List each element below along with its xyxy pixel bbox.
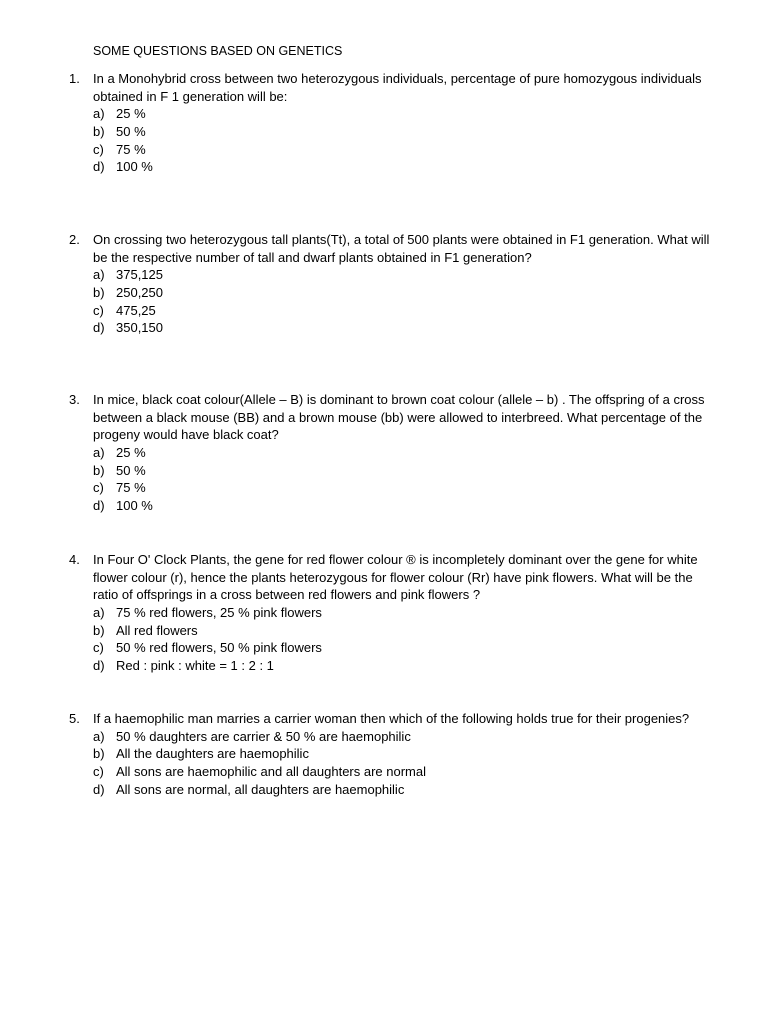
option-letter: c) (93, 302, 104, 318)
question-text: flower colour (r), hence the plants heterozygous for flower colour (Rr) have pink flowers. What will be the (93, 569, 693, 585)
question-number: 5. (69, 711, 80, 726)
answer-option (0, 123, 768, 141)
option-text: 50 % red flowers, 50 % pink flowers (116, 640, 322, 656)
option-text: 50 % daughters are carrier & 50 % are haemophilic (116, 728, 411, 744)
answer-option (0, 284, 768, 302)
answer-option (0, 479, 768, 497)
question-text: obtained in F 1 generation will be: (93, 88, 288, 104)
option-letter: b) (93, 746, 105, 762)
answer-option (0, 302, 768, 320)
option-letter: a) (93, 728, 105, 744)
option-text: 100 % (116, 159, 153, 175)
question-text: In mice, black coat colour(Allele – B) is dominant to brown coat colour (allele – b) . The offspring of a cross (93, 392, 705, 407)
option-text: 25 % (116, 445, 146, 461)
answer-option (0, 622, 768, 640)
option-letter: d) (93, 658, 105, 674)
option-text: All the daughters are haemophilic (116, 746, 309, 762)
option-text: All sons are haemophilic and all daughters are normal (116, 764, 427, 780)
question-number: 1. (69, 71, 80, 86)
question-text: If a haemophilic man marries a carrier woman then which of the following holds true for their progenies? (93, 711, 690, 726)
question-3 (0, 391, 768, 515)
option-letter: b) (93, 462, 105, 478)
option-text: 75 % red flowers, 25 % pink flowers (116, 605, 322, 621)
answer-option (0, 266, 768, 284)
question-text: On crossing two heterozygous tall plants(Tt), a total of 500 plants were obtained in F1 generation. What will (93, 232, 710, 247)
option-text: 75 % (116, 141, 146, 157)
option-text: 250,250 (116, 285, 163, 301)
answer-option (0, 639, 768, 657)
option-letter: a) (93, 605, 105, 621)
option-letter: a) (93, 267, 105, 283)
option-letter: c) (93, 640, 104, 656)
option-text: 75 % (116, 480, 146, 496)
question-number: 3. (69, 392, 80, 407)
answer-option (0, 444, 768, 462)
option-letter: c) (93, 480, 104, 496)
answer-option (0, 763, 768, 781)
option-text: All red flowers (116, 622, 198, 638)
option-text: 100 % (116, 498, 153, 514)
option-letter: d) (93, 320, 105, 336)
option-letter: d) (93, 498, 105, 514)
option-letter: a) (93, 445, 105, 461)
answer-option (0, 158, 768, 176)
option-letter: d) (93, 159, 105, 175)
question-text: In Four O' Clock Plants, the gene for red flower colour ® is incompletely dominant over the gene for white (93, 552, 698, 567)
option-text: All sons are normal, all daughters are haemophilic (116, 781, 405, 797)
option-text: 50 % (116, 124, 146, 140)
answer-option (0, 657, 768, 675)
question-text: progeny would have black coat? (93, 427, 279, 443)
answer-option (0, 745, 768, 763)
question-text: In a Monohybrid cross between two heterozygous individuals, percentage of pure homozygous individuals (93, 71, 702, 86)
option-letter: b) (93, 285, 105, 301)
option-text: Red : pink : white = 1 : 2 : 1 (116, 658, 274, 674)
option-letter: c) (93, 764, 104, 780)
option-text: 25 % (116, 106, 146, 122)
answer-option (0, 105, 768, 123)
answer-option (0, 604, 768, 622)
option-text: 375,125 (116, 267, 163, 283)
question-number: 2. (69, 232, 80, 247)
option-letter: c) (93, 141, 104, 157)
question-text: be the respective number of tall and dwarf plants obtained in F1 generation? (93, 249, 532, 265)
question-number: 4. (69, 552, 80, 567)
option-letter: a) (93, 106, 105, 122)
question-text: ratio of offsprings in a cross between red flowers and pink flowers ? (93, 587, 481, 603)
answer-option (0, 462, 768, 480)
answer-option (0, 319, 768, 337)
question-5 (0, 710, 768, 798)
answer-option (0, 728, 768, 746)
option-text: 475,25 (116, 302, 156, 318)
option-letter: b) (93, 124, 105, 140)
option-letter: d) (93, 781, 105, 797)
question-text: between a black mouse (BB) and a brown mouse (bb) were allowed to interbreed. What percentage of the (93, 409, 703, 425)
page-title: SOME QUESTIONS BASED ON GENETICS (93, 44, 343, 58)
answer-option (0, 141, 768, 159)
option-letter: b) (93, 622, 105, 638)
answer-option (0, 497, 768, 515)
option-text: 50 % (116, 462, 146, 478)
question-4 (0, 551, 768, 675)
answer-option (0, 781, 768, 799)
question-1 (0, 70, 768, 176)
question-2 (0, 231, 768, 337)
option-text: 350,150 (116, 320, 163, 336)
